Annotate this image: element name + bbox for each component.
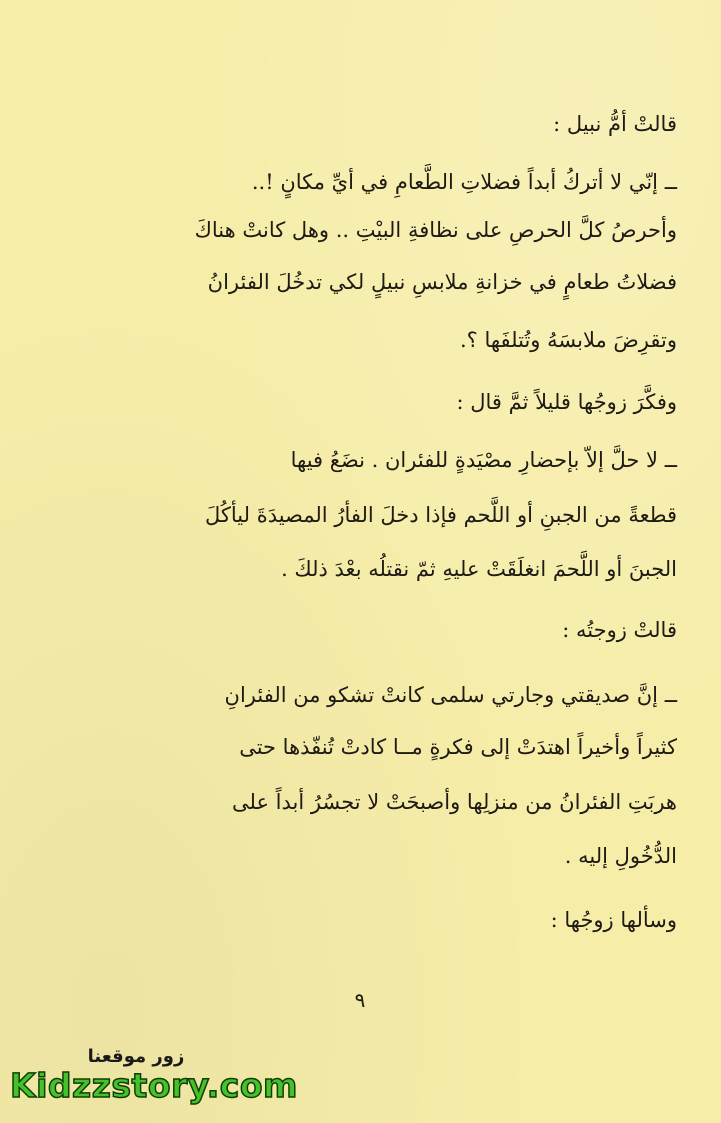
text-line-3: وأحرصُ كلَّ الحرصِ على نظافةِ البيْتِ .. وهل كانتْ هناكَ	[194, 218, 677, 242]
text-line-8: قطعةً من الجبنِ أو اللَّحم فإذا دخلَ الفأرُ المصيدَةَ ليأكُلَ	[204, 503, 677, 527]
text-line-14: الدُّخُولِ إليه .	[564, 844, 677, 868]
text-line-5: وتقرِضَ ملابسَهُ وتُتلفَها ؟.	[459, 328, 677, 352]
page-number: ٩	[354, 988, 366, 1012]
watermark-site-name[interactable]: Kidzzstory.com	[10, 1066, 298, 1105]
text-line-11: ــ إنَّ صديقتي وجارتي سلمى كانتْ تشكو من الفئرانِ	[224, 683, 677, 707]
site-watermark[interactable]	[10, 1046, 298, 1116]
text-line-2: ــ إنّي لا أتركُ أبداً فضلاتِ الطَّعامِ في أيِّ مكانٍ !..	[251, 170, 677, 194]
text-line-12: كثيراً وأخيراً اهتدَتْ إلى فكرةٍ مــا كادتْ تُنفّذها حتى	[239, 735, 677, 759]
text-line-10: قالتْ زوجتُه :	[562, 618, 677, 642]
text-line-13: هربَتِ الفئرانُ من منزلِها وأصبحَتْ لا تجسُرُ أبداً على	[232, 790, 677, 814]
text-line-1: قالتْ أمُّ نبيل :	[553, 112, 677, 136]
text-line-15: وسألها زوجُها :	[550, 908, 677, 932]
text-line-6: وفكَّرَ زوجُها قليلاً ثمَّ قال :	[456, 390, 677, 414]
text-line-4: فضلاتُ طعامٍ في خزانةِ ملابسِ نبيلٍ لكي تدخُلَ الفئرانُ	[207, 270, 677, 294]
text-line-7: ــ لا حلَّ إلاّ بإحضارِ مصْيَدةٍ للفئران . نضَعُ فيها	[290, 448, 677, 472]
watermark-tagline: زور موقعنا	[87, 1046, 185, 1067]
text-line-9: الجبنَ أو اللَّحمَ انغلَقَتْ عليهِ ثمّ نقتلُه بعْدَ ذلكَ .	[281, 557, 677, 581]
